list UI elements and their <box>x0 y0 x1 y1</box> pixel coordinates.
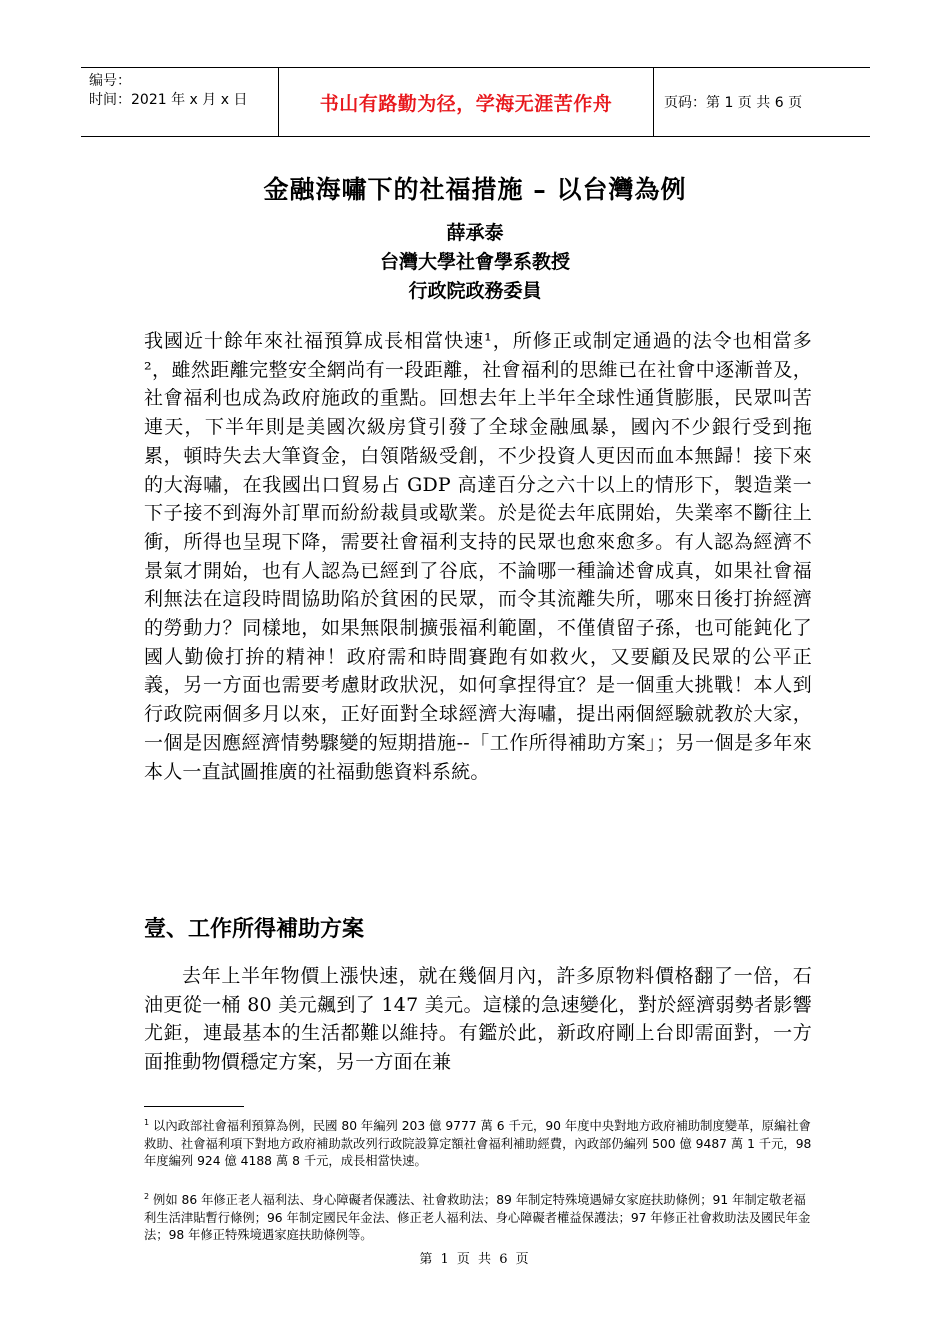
page-indicator: 第 1 页 共 6 页 <box>419 1252 531 1267</box>
author-position: 行政院政務委員 <box>408 280 542 302</box>
header-table <box>81 67 870 137</box>
footnote-separator <box>144 1106 244 1107</box>
footnote-1 <box>144 1114 812 1171</box>
footnote-2 <box>144 1188 812 1245</box>
intro-paragraph: 我國近十餘年來社福預算成長相當快速¹，所修正或制定通過的法令也相當多²，雖然距離完整安全網尚有一段距離，社會福利的思維已在社會中逐漸普及，社會福利也成為政府施政的重點。回想去年上半年全球性通貨膨脹，民眾叫苦連天，下半年則是美國次級房貸引發了全球金融風暴，國內不少銀行受到拖累，頓時失去大筆資金，白領階級受創，不少投資人更因而血本無歸！接下來的大海嘯，在我國出口貿易占 GDP 高達百分之六十以上的情形下，製造業一下子接不到海外訂單而紛紛裁員或歇業。於是從去年底開始，失業率不斷往上衝，所得也呈現下降，需要社會福利支持的民眾也愈來愈多。有人認為經濟不景氣才開始，也有人認為已經到了谷底，不論哪一種論述會成真，如果社會福利無法在這段時間協助陷於貧困的民眾，而令其流離失所，哪來日後打拚經濟的勞動力？同樣地，如果無限制擴張福利範圍，不僅債留子孫，也可能鈍化了國人勤儉打拚的精神！政府需和時間賽跑有如救火，又要顧及民眾的公平正義，另一方面也需要考慮財政狀況，如何拿捏得宜？是一個重大挑戰！本人到行政院兩個多月以來，正好面對全球經濟大海嘯，提出兩個經驗就教於大家，一個是因應經濟情勢驟變的短期措施--「工作所得補助方案」；另一個是多年來本人一直試圖推廣的社福動態資料系統。 <box>144 330 812 783</box>
footnote-marker: 1 <box>144 1118 150 1127</box>
document-number-label: 编号： <box>89 73 131 89</box>
footnote-text: 以內政部社會福利預算為例，民國 80 年編列 203 億 9777 萬 6 千元，90 年度中央對地方政府補助制度變革，原編社會救助、社會福利項下對地方政府補助款改列行政院設算定額社會福利補助經費，內政部仍編列 500 億 9487 萬 1 千元，98 年度編列 924 億 4188 萬 8 千元，成長相當快速。 <box>144 1119 812 1169</box>
header-motto: 书山有路勤为径，学海无涯苦作舟 <box>279 68 654 136</box>
document-time-label: 时间：2021 年 x 月 x 日 <box>89 92 248 108</box>
document-title: 金融海嘯下的社福措施 – 以台灣為例 <box>263 175 687 204</box>
author-affiliation: 台灣大學社會學系教授 <box>379 251 570 273</box>
footnote-marker: 2 <box>144 1192 150 1201</box>
footnote-text: 例如 86 年修正老人福利法、身心障礙者保護法、社會救助法；89 年制定特殊境遇婦女家庭扶助條例；91 年制定敬老福利生活津貼暫行條例；96 年制定國民年金法、修正老人福利法、身心障礙者權益保護法；97 年修正社會救助法及國民年金法；98 年修正特殊境遇家庭扶助條例等。 <box>144 1193 811 1243</box>
header-page-label: 页码：第 1 页 共 6 页 <box>664 95 803 111</box>
author-name: 薛承泰 <box>446 222 504 244</box>
section-paragraph: 去年上半年物價上漲快速，就在幾個月內，許多原物料價格翻了一倍，石油更從一桶 80 美元飆到了 147 美元。這樣的急速變化，對於經濟弱勢者影響尤鉅，連最基本的生活都難以維持。有鑑於此，新政府剛上台即需面對，一方面推動物價穩定方案，另一方面在兼 <box>144 965 812 1074</box>
section-heading: 壹、工作所得補助方案 <box>144 916 365 942</box>
header-left-cell <box>81 68 279 136</box>
